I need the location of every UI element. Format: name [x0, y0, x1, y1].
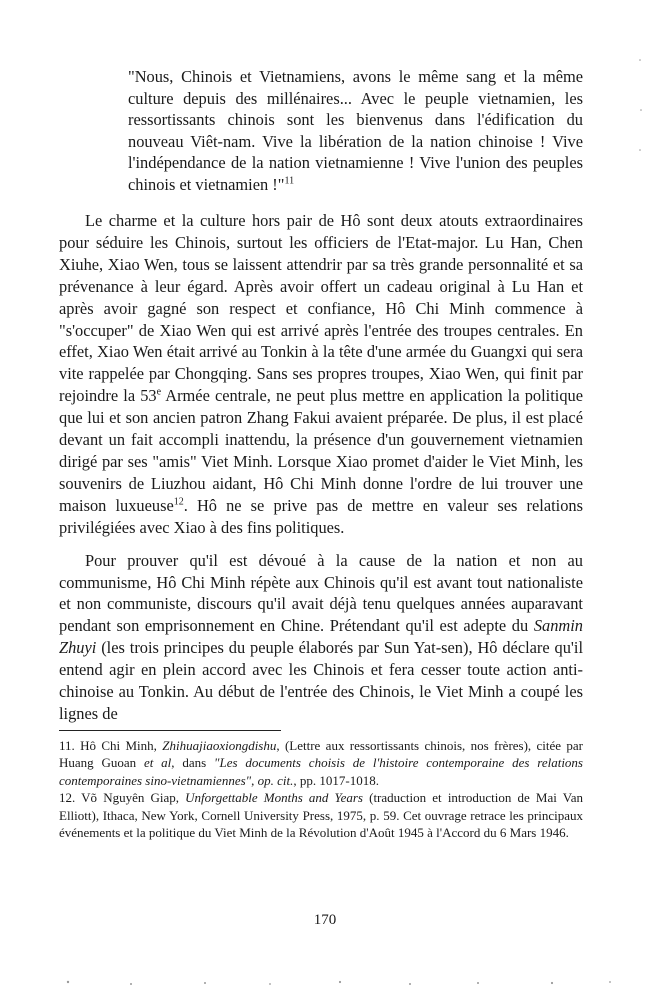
- footnote-text: . Hô Chi Minh,: [71, 738, 163, 753]
- footnote-text: , (Lettre aux ressortissants chinois, nos frères), citée par Huang Guoan: [59, 738, 583, 771]
- ordinal-superscript: e: [156, 386, 162, 398]
- footnote-italic: op. cit.: [257, 772, 294, 788]
- footnote-ref-11[interactable]: 11: [284, 175, 295, 187]
- footnote-text: , dans: [171, 755, 215, 771]
- paragraph-1-text-c: . Hô ne se prive pas de mettre en valeur ses relations privilégiées avec Xiao à des fins politiques.: [59, 495, 583, 537]
- quote-text: "Nous, Chinois et Vietnamiens, avons le même sang et la même culture depuis des millénaires... Avec le peuple vietnamien, les ressortissants chinois sont les bienvenus dans l'édification du nouveau Viêt-nam. Vive la libération de la nation chinoise ! Vive l'indépendance de la nation vietnamienne ! Vive l'union des peuples chinois et vietnamien !": [128, 67, 583, 194]
- paragraph-1-text-b: Armée centrale, ne peut plus mettre en application la politique que lui et son ancien patron Zhang Fakui avaient préparée. De plus, il est placé devant un fait accompli inattendu, la présence d'un gouvernement vietnamien dirigé par ses "amis" Viet Minh. Lorsque Xiao promet d'aider le Viet Minh, les souvenirs de Liuzhou aidant, Hô Chi Minh donne l'ordre de lui trouver une maison luxueuse: [59, 386, 583, 515]
- footnote-text: ,: [251, 772, 258, 788]
- footnote-italic: Zhihuajiaoxiongdishu: [162, 738, 277, 753]
- footnote-ref-12[interactable]: 12: [173, 496, 184, 508]
- paragraph-1-text-a: Le charme et la culture hors pair de Hô sont deux atouts extraordinaires pour séduire les Chinois, surtout les officiers de l'Etat-major. Lu Han, Chen Xiuhe, Xiao Wen, tous se laissent attendrir par sa très grande personnalité et sa prévenance à leur égard. Après avoir offert un cadeau original à Lu Han et après avoir gagné son respect et confiance, Hô Chi Minh commence à "s'occuper" de Xiao Wen qui est arrivé après l'entrée des troupes centrales. En effet, Xiao Wen était arrivé au Tonkin à la tête d'une armée du Guangxi qui sera vite rappelée par Chongqing. Sans ses propres troupes, Xiao Wen, qui finit par rejoindre la 53: [59, 211, 583, 406]
- page-number: 170: [313, 912, 337, 928]
- paragraph-2-text-a: Pour prouver qu'il est dévoué à la cause de la nation et non au communisme, Hô Chi Minh répète aux Chinois qu'il est avant tout nationaliste et non communiste, discours qu'il avait déjà tenu quelques années auparavant pendant son emprisonnement en Chine. Prétendant qu'il est adepte du: [59, 550, 583, 636]
- footnote-text: (traduction et introduction de Mai Van Elliott), Ithaca, New York, Cornell University Press, 1975, p. 59. Cet ouvrage retrace les principaux événements et la politique du Viet Minh de la Révolution d'Août 1945 à l'Accord du 6 Mars 1946.: [59, 790, 583, 841]
- footnote-italic: et al: [143, 755, 172, 771]
- footnote-italic: Unforgettable Months and Years: [185, 790, 363, 806]
- paragraph-2-text-b: (les trois principes du peuple élaborés par Sun Yat-sen), Hô déclare qu'il entend agir en plein accord avec les Chinois et fera cesser toute action anti-chinoise au Tonkin. Au début de l'entrée des Chinois, le Viet Minh a coupé les lignes de: [59, 638, 583, 723]
- footnote-text: . Võ Nguyên Giap,: [72, 790, 186, 806]
- footnote-italic: "Les documents choisis de l'histoire contemporaine des relations contemporaines sino-vietnamiennes": [59, 755, 583, 788]
- paragraph-2-italic-term: Sanmin Zhuyi: [59, 616, 583, 658]
- footnote-text: , pp. 1017-1018.: [293, 772, 379, 788]
- footnote-number: 11: [59, 738, 72, 753]
- footnote-number: 12: [59, 790, 72, 806]
